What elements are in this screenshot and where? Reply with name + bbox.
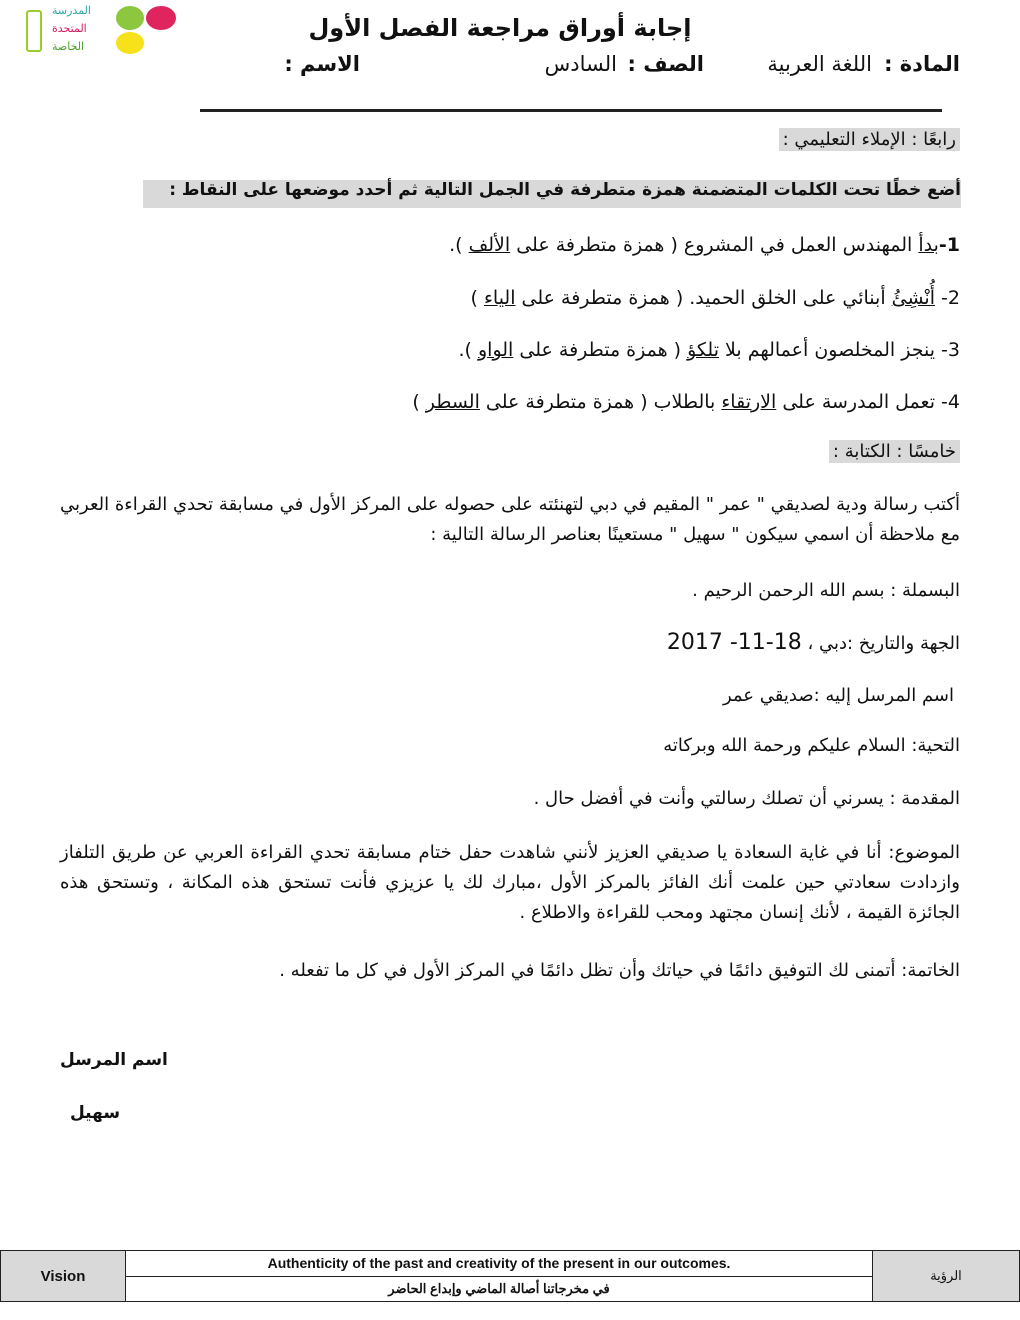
question-number: 1-	[938, 234, 960, 256]
letter-body: الموضوع: أنا في غاية السعادة يا صديقي العزيز لأنني شاهدت حفل ختام مسابقة تحدي القراءة العربي عن طريق التلفاز وازدادت سعادتي حين علمت أنك الفائز بالمركز الأول ،مبارك لك يا عزيزي فأنت تستحق هذه المكانة ، وتستحق هذه الجائزة القيمة ، لأنك إنسان مجتهد ومحب للقراءة والاطلاع .	[60, 842, 960, 923]
hamza-position: السطر	[425, 391, 480, 413]
answer-word: تلكؤ	[687, 339, 719, 361]
header-divider	[200, 109, 942, 112]
footer-motto-en: Authenticity of the past and creativity of the present in our outcomes.	[126, 1251, 873, 1277]
grade-value: السادس	[544, 52, 617, 76]
page-title: إجابة أوراق مراجعة الفصل الأول	[308, 14, 692, 42]
logo-pink-dot-icon	[146, 6, 176, 30]
hamza-position: الواو	[478, 339, 514, 361]
answer-word: بدأ	[918, 234, 939, 256]
grade-label: الصف :	[627, 52, 704, 76]
introduction: المقدمة : يسرني أن تصلك رسالتي وأنت في أفضل حال .	[533, 788, 960, 809]
footer-table	[0, 1250, 1020, 1302]
logo-line-2: المتحدة	[52, 22, 87, 35]
answer-word: الارتقاء	[721, 391, 777, 413]
writing-prompt: أكتب رسالة ودية لصديقي " عمر " المقيم في دبي لتهنئته على حصوله على المركز الأول في مسابقة تحدي القراءة العربي مع ملاحظة أن اسمي سيكون " سهيل " مستعينًا بعناصر الرسالة التالية :	[60, 494, 960, 545]
date-value: 18-11- 2017	[666, 630, 802, 655]
closing: الخاتمة: أتمنى لك التوفيق دائمًا في حياتك وأن تظل دائمًا في المركز الأول في كل ما تفعله .	[279, 960, 960, 981]
logo-green-dot-icon	[116, 6, 144, 30]
footer-vision-label-ar: الرؤية	[873, 1251, 1020, 1302]
subject-line	[280, 52, 960, 86]
hamza-position: الياء	[483, 287, 516, 309]
place-date	[667, 630, 960, 655]
question-3: 3- ينجز المخلصون أعمالهم بلا تلكؤ ( همزة متطرفة على الواو ).	[458, 339, 960, 361]
question-4: 4- تعمل المدرسة على الارتقاء بالطلاب ( همزة متطرفة على السطر )	[412, 391, 960, 413]
question-1: 1-بدأ المهندس العمل في المشروع ( همزة متطرفة على الألف ).	[449, 234, 960, 256]
recipient: اسم المرسل إليه :صديقي عمر	[722, 685, 954, 706]
footer-vision-label: Vision	[1, 1251, 126, 1302]
subject-label: المادة :	[884, 52, 960, 76]
sender-name: سهيل	[70, 1103, 121, 1123]
logo-line-3: الخاصة	[52, 40, 85, 53]
greeting: التحية: السلام عليكم ورحمة الله وبركاته	[663, 735, 960, 756]
hamza-position: الألف	[468, 234, 511, 256]
section4-instruction: أضع خطًا تحت الكلمات المتضمنة همزة متطرفة في الجمل التالية ثم أحدد موضعها على النقاط :	[143, 180, 961, 208]
section4-heading: رابعًا : الإملاء التعليمي :	[779, 128, 960, 151]
question-number: 2-	[941, 287, 960, 309]
logo-line-1: المدرسة	[52, 4, 91, 17]
logo-mark-icon	[26, 10, 42, 52]
sender-label: اسم المرسل	[60, 1050, 168, 1070]
question-number: 3-	[941, 339, 960, 361]
place-date-label: الجهة والتاريخ :دبي ،	[801, 633, 960, 654]
answer-word: أُنْشِئُ	[891, 287, 935, 309]
subject-value: اللغة العربية	[767, 52, 872, 76]
footer-motto-ar: في مخرجاتنا أصالة الماضي وإبداع الحاضر	[126, 1276, 873, 1302]
name-label: الاسم :	[284, 52, 360, 76]
question-2: 2- أُنْشِئُ أبنائي على الخلق الحميد. ( همزة متطرفة على الياء )	[470, 287, 960, 309]
question-number: 4-	[941, 391, 960, 413]
basmala: البسملة : بسم الله الرحمن الرحيم .	[692, 580, 960, 601]
section5-heading: خامسًا : الكتابة :	[829, 440, 960, 463]
logo-yellow-dot-icon	[116, 32, 144, 54]
